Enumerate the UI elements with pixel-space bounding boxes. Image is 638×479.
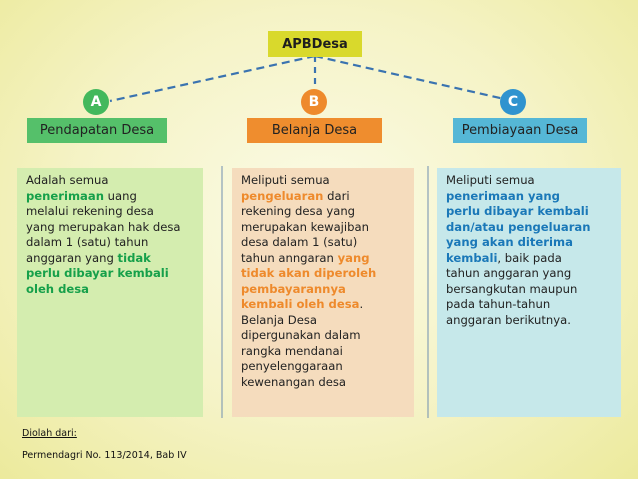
- highlight-text: oleh desa: [26, 281, 89, 296]
- pembiayaan-desa-label: Pembiayaan Desa: [453, 118, 587, 143]
- definition-text: , baik pada: [497, 250, 562, 265]
- source-reference: Permendagri No. 113/2014, Bab IV: [22, 450, 187, 461]
- definition-text: merupakan kewajiban: [241, 219, 369, 234]
- highlight-text: pembayarannya: [241, 281, 346, 296]
- connector-a: [110, 56, 315, 101]
- definition-text: bersangkutan maupun: [446, 281, 578, 296]
- definition-text: pada tahun-tahun: [446, 297, 551, 311]
- definition-text: rekening desa yang: [241, 204, 356, 218]
- pendapatan-desa-label: Pendapatan Desa: [27, 118, 167, 143]
- connector-c: [315, 56, 513, 101]
- definition-text: melalui rekening desa: [26, 204, 154, 218]
- definition-text: yang merupakan hak desa: [26, 219, 181, 234]
- definition-text: dipergunakan dalam: [241, 328, 361, 342]
- belanja-definition-panel: [232, 168, 414, 417]
- definition-text: Belanja Desa: [241, 312, 317, 327]
- highlight-text: tidak akan diperoleh: [241, 266, 377, 280]
- pembiayaan-definition-panel: [437, 168, 621, 417]
- definition-text: Adalah semua: [26, 173, 109, 187]
- highlight-text: kembali: [446, 250, 498, 265]
- highlight-text: dan/atau pengeluaran: [446, 219, 591, 234]
- source-heading: Diolah dari:: [22, 428, 77, 439]
- highlight-text: kembali oleh desa: [241, 297, 360, 311]
- highlight-text: perlu dibayar kembali: [446, 204, 589, 218]
- definition-text: Meliputi semua: [241, 173, 330, 187]
- definition-text: dalam 1 (satu) tahun: [26, 235, 149, 249]
- highlight-text: penerimaan: [26, 188, 104, 203]
- definition-text: uang: [103, 188, 137, 203]
- apbdesa-root-box: APBDesa: [268, 31, 362, 57]
- definition-text: .: [359, 297, 364, 311]
- highlight-text: yang: [337, 250, 370, 265]
- highlight-text: pengeluaran: [241, 188, 324, 203]
- definition-text: anggaran berikutnya.: [446, 312, 571, 327]
- belanja-desa-label: Belanja Desa: [247, 118, 382, 143]
- highlight-text: perlu dibayar kembali: [26, 266, 169, 280]
- highlight-text: penerimaan yang: [446, 188, 560, 203]
- definition-text: desa dalam 1 (satu): [241, 235, 358, 249]
- pendapatan-definition-panel: [17, 168, 203, 417]
- definition-text: tahun anngaran: [241, 250, 338, 265]
- definition-text: anggaran yang: [26, 250, 118, 265]
- highlight-text: tidak: [117, 250, 151, 265]
- definition-text: rangka mendanai: [241, 343, 343, 358]
- definition-text: dari: [323, 188, 350, 203]
- letter-b-badge: B: [301, 89, 327, 115]
- definition-text: tahun anggaran yang: [446, 266, 572, 280]
- definition-text: Meliputi semua: [446, 173, 535, 187]
- definition-text: penyelenggaraan: [241, 359, 343, 373]
- highlight-text: yang akan diterima: [446, 235, 573, 249]
- letter-c-badge: C: [500, 89, 526, 115]
- letter-a-badge: A: [83, 89, 109, 115]
- definition-text: kewenangan desa: [241, 374, 346, 389]
